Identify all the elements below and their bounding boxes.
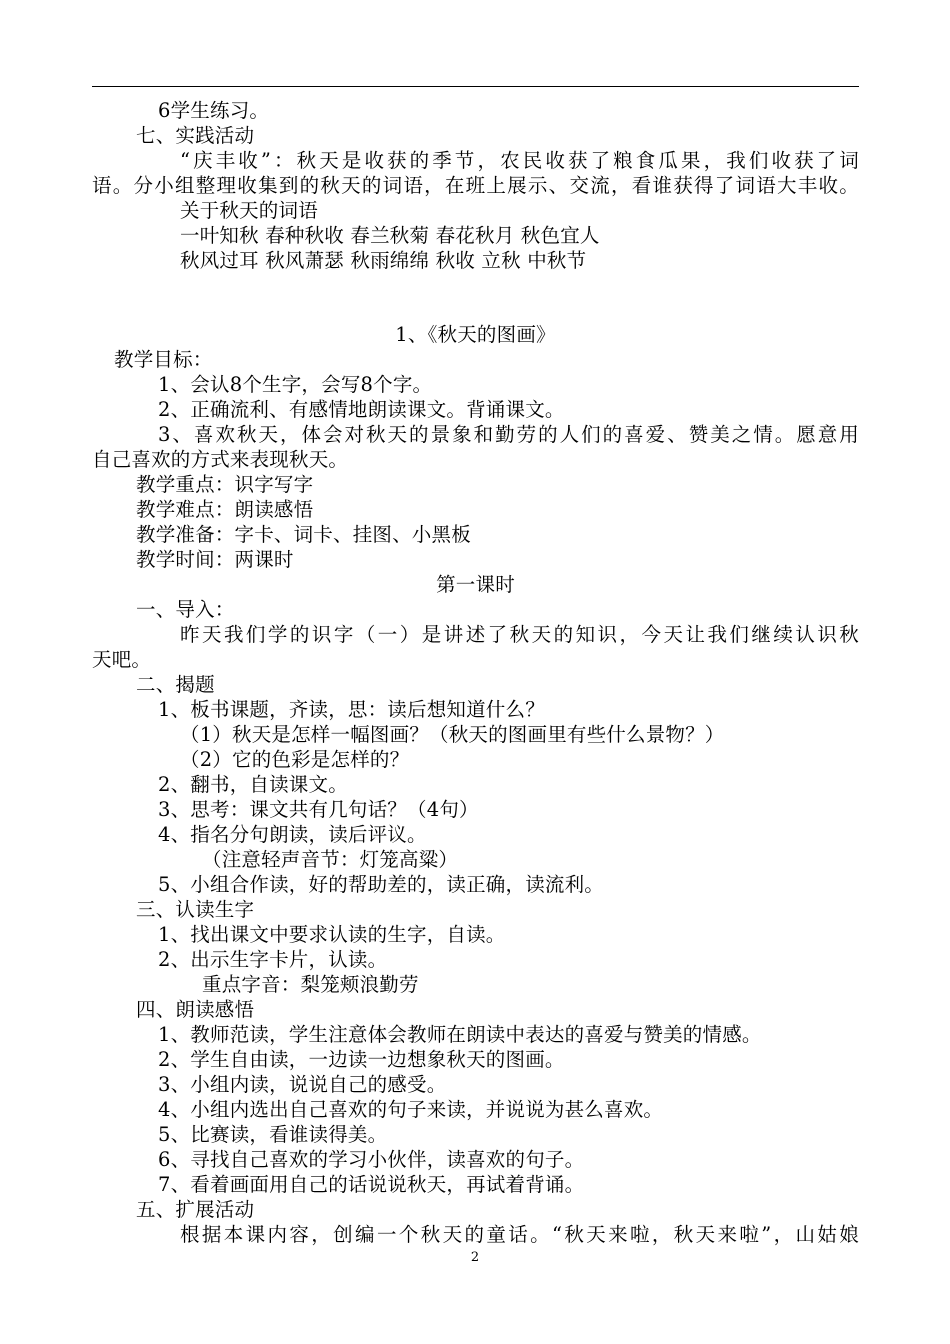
text-line: （注意轻声音节：灯笼高粱） xyxy=(202,848,459,871)
text-line: 昨天我们学的识字（一）是讲述了秋天的知识，今天让我们继续认识秋 xyxy=(180,623,859,646)
text-line: 2、正确流利、有感情地朗读课文。背诵课文。 xyxy=(158,398,565,421)
text-line: （1）秋天是怎样一幅图画？（秋天的图画里有些什么景物？） xyxy=(180,723,725,746)
text-line: 1、教师范读，学生注意体会教师在朗读中表达的喜爱与赞美的情感。 xyxy=(158,1023,762,1046)
text-line: 三、认读生字 xyxy=(136,898,255,921)
text-line: 四、朗读感悟 xyxy=(136,998,255,1021)
text-line: 自己喜欢的方式来表现秋天。 xyxy=(92,448,349,471)
heading-line: 1、《秋天的图画》 xyxy=(395,323,556,346)
text-line: 一叶知秋 春种秋收 春兰秋菊 春花秋月 秋色宜人 xyxy=(180,224,600,247)
text-line: 4、指名分句朗读，读后评议。 xyxy=(158,823,427,846)
text-line: 教学难点：朗读感悟 xyxy=(136,498,314,521)
text-line: 五、扩展活动 xyxy=(136,1198,255,1221)
text-line: 重点字音：梨笼颊浪勤劳 xyxy=(202,973,419,996)
text-line: 语。分小组整理收集到的秋天的词语，在班上展示、交流，看谁获得了词语大丰收。 xyxy=(92,174,859,197)
text-line: “庆丰收”：秋天是收获的季节，农民收获了粮食瓜果，我们收获了词 xyxy=(180,149,859,172)
text-line: 教学准备：字卡、词卡、挂图、小黑板 xyxy=(136,523,471,546)
header-rule xyxy=(92,86,859,87)
text-line: 6、寻找自己喜欢的学习小伙伴，读喜欢的句子。 xyxy=(158,1148,585,1171)
text-line: 2、学生自由读，一边读一边想象秋天的图画。 xyxy=(158,1048,565,1071)
text-line: 4、小组内选出自己喜欢的句子来读，并说说为甚么喜欢。 xyxy=(158,1098,664,1121)
text-line: 2、出示生字卡片，认读。 xyxy=(158,948,388,971)
heading-line: 第一课时 xyxy=(436,573,515,596)
text-line: 3、思考：课文共有几句话？（4句） xyxy=(158,798,479,821)
text-line: 秋风过耳 秋风萧瑟 秋雨绵绵 秋收 立秋 中秋节 xyxy=(180,249,587,272)
text-line: 天吧。 xyxy=(92,648,152,671)
text-line: 二、揭题 xyxy=(136,673,215,696)
text-line: （2）它的色彩是怎样的？ xyxy=(180,748,410,771)
text-line: 6学生练习。 xyxy=(158,99,270,122)
text-line: 2、翻书，自读课文。 xyxy=(158,773,348,796)
page-number: 2 xyxy=(470,1250,480,1265)
text-line: 5、比赛读，看谁读得美。 xyxy=(158,1123,388,1146)
text-line: 7、看着画面用自己的话说说秋天，再试着背诵。 xyxy=(158,1173,585,1196)
text-line: 教学目标： xyxy=(114,348,213,371)
text-line: 根据本课内容，创编一个秋天的童话。“秋天来啦，秋天来啦”，山姑娘 xyxy=(180,1223,859,1246)
text-line: 1、板书课题，齐读，思：读后想知道什么？ xyxy=(158,698,545,721)
text-line: 1、会认8个生字，会写8个字。 xyxy=(158,373,433,396)
text-line: 1、找出课文中要求认读的生字，自读。 xyxy=(158,923,506,946)
text-line: 一、导入： xyxy=(136,598,235,621)
text-line: 3、喜欢秋天，体会对秋天的景象和勤劳的人们的喜爱、赞美之情。愿意用 xyxy=(158,423,859,446)
text-line: 教学重点：识字写字 xyxy=(136,473,314,496)
text-line: 关于秋天的词语 xyxy=(180,199,318,222)
text-line: 3、小组内读，说说自己的感受。 xyxy=(158,1073,447,1096)
text-line: 七、实践活动 xyxy=(136,124,255,147)
text-line: 5、小组合作读，好的帮助差的，读正确，读流利。 xyxy=(158,873,605,896)
text-line: 教学时间：两课时 xyxy=(136,548,294,571)
